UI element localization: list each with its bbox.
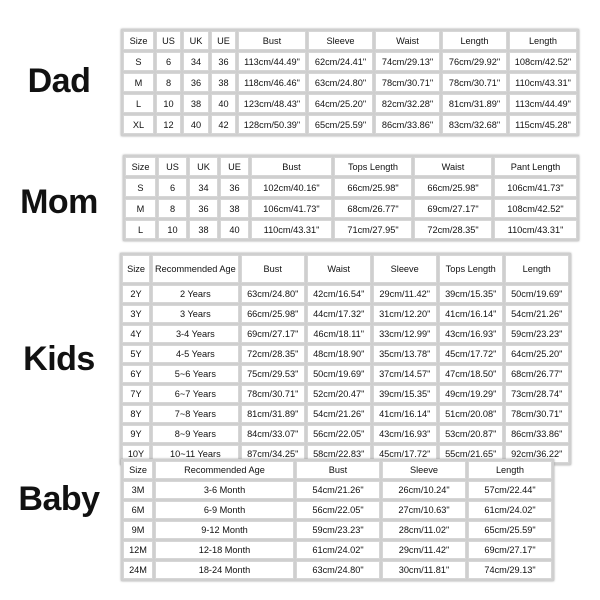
table-cell: 6	[158, 178, 187, 197]
table-cell: 74cm/29.13"	[468, 561, 552, 579]
column-header: Length	[505, 255, 569, 283]
table-cell: 68cm/26.77"	[505, 365, 569, 383]
table-cell: 6	[156, 52, 181, 71]
table-cell: 6M	[123, 501, 153, 519]
table-row	[123, 541, 552, 559]
table-cell: 56cm/22.05"	[307, 425, 371, 443]
table-cell: 7Y	[122, 385, 150, 403]
table-cell: 72cm/28.35"	[414, 220, 492, 239]
column-header: Length	[509, 31, 577, 50]
baby-header-row	[123, 461, 552, 479]
table-cell: 78cm/30.71"	[442, 73, 507, 92]
table-cell: 58cm/22.83"	[307, 445, 371, 463]
table-cell: 113cm/44.49"	[509, 94, 577, 113]
table-cell: 34	[189, 178, 218, 197]
column-header: Recommended Age	[155, 461, 294, 479]
table-cell: 64cm/25.20"	[308, 94, 373, 113]
table-cell: 6-9 Month	[155, 501, 294, 519]
column-header: Waist	[414, 157, 492, 176]
table-cell: 63cm/24.80"	[308, 73, 373, 92]
table-cell: 3Y	[122, 305, 150, 323]
table-cell: 40	[211, 94, 236, 113]
table-cell: 86cm/33.86"	[505, 425, 569, 443]
table-cell: 52cm/20.47"	[307, 385, 371, 403]
table-cell: 40	[183, 115, 209, 134]
table-cell: 9-12 Month	[155, 521, 294, 539]
table-cell: 118cm/46.46"	[238, 73, 306, 92]
table-cell: 3 Years	[152, 305, 239, 323]
table-cell: 29cm/11.42"	[382, 541, 466, 559]
table-cell: 37cm/14.57"	[373, 365, 437, 383]
table-cell: 106cm/41.73"	[251, 199, 332, 218]
table-cell: 12M	[123, 541, 153, 559]
table-cell: 55cm/21.65"	[439, 445, 503, 463]
table-cell: 108cm/42.52"	[509, 52, 577, 71]
table-cell: 86cm/33.86"	[375, 115, 440, 134]
table-cell: L	[123, 94, 154, 113]
table-cell: 30cm/11.81"	[382, 561, 466, 579]
table-cell: 81cm/31.89"	[241, 405, 305, 423]
table-cell: 8	[158, 199, 187, 218]
column-header: Waist	[307, 255, 371, 283]
table-row	[123, 561, 552, 579]
table-cell: 49cm/19.29"	[439, 385, 503, 403]
table-cell: 51cm/20.08"	[439, 405, 503, 423]
table-cell: M	[123, 73, 154, 92]
column-header: UK	[183, 31, 209, 50]
column-header: Length	[468, 461, 552, 479]
table-cell: 113cm/44.49"	[238, 52, 306, 71]
column-header: US	[156, 31, 181, 50]
table-cell: 69cm/27.17"	[414, 199, 492, 218]
table-cell: 39cm/15.35"	[439, 285, 503, 303]
table-row	[122, 345, 569, 363]
table-cell: 41cm/16.14"	[373, 405, 437, 423]
table-cell: 78cm/30.71"	[241, 385, 305, 403]
table-cell: S	[125, 178, 156, 197]
table-cell: 3-6 Month	[155, 481, 294, 499]
table-cell: 87cm/34.25"	[241, 445, 305, 463]
table-cell: 31cm/12.20"	[373, 305, 437, 323]
table-cell: 110cm/43.31"	[251, 220, 332, 239]
table-cell: M	[125, 199, 156, 218]
table-cell: 63cm/24.80"	[241, 285, 305, 303]
column-header: Bust	[251, 157, 332, 176]
table-cell: 42	[211, 115, 236, 134]
column-header: Pant Length	[494, 157, 577, 176]
table-cell: 5Y	[122, 345, 150, 363]
column-header: Bust	[296, 461, 380, 479]
table-cell: XL	[123, 115, 154, 134]
table-cell: 12-18 Month	[155, 541, 294, 559]
table-cell: 123cm/48.43"	[238, 94, 306, 113]
column-header: Bust	[241, 255, 305, 283]
table-cell: 41cm/16.14"	[439, 305, 503, 323]
table-cell: 59cm/23.23"	[505, 325, 569, 343]
column-header: Tops Length	[334, 157, 412, 176]
table-cell: 8Y	[122, 405, 150, 423]
table-cell: 48cm/18.90"	[307, 345, 371, 363]
column-header: Bust	[238, 31, 306, 50]
kids-size-table	[120, 253, 571, 465]
column-header: UE	[211, 31, 236, 50]
table-cell: 66cm/25.98"	[414, 178, 492, 197]
table-cell: 10	[156, 94, 181, 113]
table-cell: 69cm/27.17"	[468, 541, 552, 559]
table-cell: 44cm/17.32"	[307, 305, 371, 323]
baby-label: Baby	[18, 480, 100, 518]
column-header: Size	[122, 255, 150, 283]
table-row	[123, 521, 552, 539]
table-cell: 69cm/27.17"	[241, 325, 305, 343]
table-cell: 6~7 Years	[152, 385, 239, 403]
table-cell: 78cm/30.71"	[505, 405, 569, 423]
table-cell: 128cm/50.39"	[238, 115, 306, 134]
table-cell: 84cm/33.07"	[241, 425, 305, 443]
table-cell: 78cm/30.71"	[375, 73, 440, 92]
table-row	[122, 365, 569, 383]
table-cell: 43cm/16.93"	[439, 325, 503, 343]
table-row	[125, 199, 577, 218]
table-cell: 35cm/13.78"	[373, 345, 437, 363]
table-cell: 36	[220, 178, 249, 197]
table-cell: 64cm/25.20"	[505, 345, 569, 363]
column-header: Sleeve	[382, 461, 466, 479]
table-cell: 45cm/17.72"	[373, 445, 437, 463]
table-cell: 66cm/25.98"	[241, 305, 305, 323]
dad-size-table	[121, 29, 579, 136]
table-cell: 66cm/25.98"	[334, 178, 412, 197]
table-cell: 2 Years	[152, 285, 239, 303]
table-row	[122, 285, 569, 303]
table-row	[123, 501, 552, 519]
column-header: UK	[189, 157, 218, 176]
table-cell: 72cm/28.35"	[241, 345, 305, 363]
table-cell: 2Y	[122, 285, 150, 303]
column-header: Waist	[375, 31, 440, 50]
table-cell: 57cm/22.44"	[468, 481, 552, 499]
table-cell: 8~9 Years	[152, 425, 239, 443]
column-header: Size	[123, 31, 154, 50]
column-header: Size	[125, 157, 156, 176]
mom-label: Mom	[20, 183, 98, 221]
table-cell: 38	[189, 220, 218, 239]
column-header: Tops Length	[439, 255, 503, 283]
table-cell: 26cm/10.24"	[382, 481, 466, 499]
table-row	[123, 73, 577, 92]
column-header: UE	[220, 157, 249, 176]
table-cell: 39cm/15.35"	[373, 385, 437, 403]
table-cell: 63cm/24.80"	[296, 561, 380, 579]
table-cell: 9Y	[122, 425, 150, 443]
table-cell: 106cm/41.73"	[494, 178, 577, 197]
column-header: Sleeve	[308, 31, 373, 50]
table-cell: 110cm/43.31"	[494, 220, 577, 239]
table-cell: 5~6 Years	[152, 365, 239, 383]
table-cell: 68cm/26.77"	[334, 199, 412, 218]
table-cell: 110cm/43.31"	[509, 73, 577, 92]
table-cell: 10	[158, 220, 187, 239]
table-cell: 3-4 Years	[152, 325, 239, 343]
table-cell: 54cm/21.26"	[505, 305, 569, 323]
table-row	[125, 220, 577, 239]
table-cell: 73cm/28.74"	[505, 385, 569, 403]
table-row	[122, 385, 569, 403]
table-row	[123, 481, 552, 499]
table-cell: S	[123, 52, 154, 71]
table-cell: 50cm/19.69"	[505, 285, 569, 303]
dad-header-row	[123, 31, 577, 50]
table-cell: 7~8 Years	[152, 405, 239, 423]
table-cell: 74cm/29.13"	[375, 52, 440, 71]
table-cell: 40	[220, 220, 249, 239]
mom-header-row	[125, 157, 577, 176]
column-header: Length	[442, 31, 507, 50]
table-cell: 12	[156, 115, 181, 134]
table-cell: 45cm/17.72"	[439, 345, 503, 363]
table-row	[125, 178, 577, 197]
table-cell: 75cm/29.53"	[241, 365, 305, 383]
table-cell: 76cm/29.92"	[442, 52, 507, 71]
table-cell: 108cm/42.52"	[494, 199, 577, 218]
column-header: Size	[123, 461, 153, 479]
table-row	[122, 405, 569, 423]
table-cell: 47cm/18.50"	[439, 365, 503, 383]
mom-size-table	[123, 155, 579, 241]
table-cell: 36	[211, 52, 236, 71]
table-cell: 62cm/24.41"	[308, 52, 373, 71]
table-cell: 65cm/25.59"	[468, 521, 552, 539]
table-cell: 36	[189, 199, 218, 218]
table-cell: 24M	[123, 561, 153, 579]
table-cell: 42cm/16.54"	[307, 285, 371, 303]
table-row	[122, 425, 569, 443]
table-cell: 50cm/19.69"	[307, 365, 371, 383]
table-cell: 65cm/25.59"	[308, 115, 373, 134]
table-cell: 56cm/22.05"	[296, 501, 380, 519]
table-cell: 43cm/16.93"	[373, 425, 437, 443]
table-cell: 10~11 Years	[152, 445, 239, 463]
table-cell: 38	[211, 73, 236, 92]
column-header: Sleeve	[373, 255, 437, 283]
table-cell: 54cm/21.26"	[307, 405, 371, 423]
table-cell: 61cm/24.02"	[296, 541, 380, 559]
table-cell: 81cm/31.89"	[442, 94, 507, 113]
table-cell: 6Y	[122, 365, 150, 383]
table-cell: 4Y	[122, 325, 150, 343]
table-cell: L	[125, 220, 156, 239]
table-cell: 28cm/11.02"	[382, 521, 466, 539]
table-cell: 29cm/11.42"	[373, 285, 437, 303]
table-cell: 115cm/45.28"	[509, 115, 577, 134]
table-cell: 36	[183, 73, 209, 92]
dad-label: Dad	[27, 62, 91, 100]
table-row	[123, 115, 577, 134]
column-header: Recommended Age	[152, 255, 239, 283]
table-cell: 83cm/32.68"	[442, 115, 507, 134]
table-cell: 59cm/23.23"	[296, 521, 380, 539]
table-cell: 18-24 Month	[155, 561, 294, 579]
table-cell: 3M	[123, 481, 153, 499]
table-cell: 54cm/21.26"	[296, 481, 380, 499]
table-cell: 33cm/12.99"	[373, 325, 437, 343]
table-cell: 8	[156, 73, 181, 92]
table-cell: 38	[220, 199, 249, 218]
table-cell: 27cm/10.63"	[382, 501, 466, 519]
kids-header-row	[122, 255, 569, 283]
table-cell: 34	[183, 52, 209, 71]
table-cell: 4-5 Years	[152, 345, 239, 363]
table-cell: 10Y	[122, 445, 150, 463]
table-row	[123, 52, 577, 71]
table-cell: 61cm/24.02"	[468, 501, 552, 519]
table-row	[122, 305, 569, 323]
table-cell: 82cm/32.28"	[375, 94, 440, 113]
baby-size-table	[121, 459, 554, 581]
table-cell: 71cm/27.95"	[334, 220, 412, 239]
kids-label: Kids	[23, 340, 95, 378]
table-cell: 9M	[123, 521, 153, 539]
table-cell: 92cm/36.22"	[505, 445, 569, 463]
table-row	[122, 325, 569, 343]
table-cell: 53cm/20.87"	[439, 425, 503, 443]
table-cell: 38	[183, 94, 209, 113]
table-cell: 102cm/40.16"	[251, 178, 332, 197]
column-header: US	[158, 157, 187, 176]
table-row	[123, 94, 577, 113]
table-cell: 46cm/18.11"	[307, 325, 371, 343]
